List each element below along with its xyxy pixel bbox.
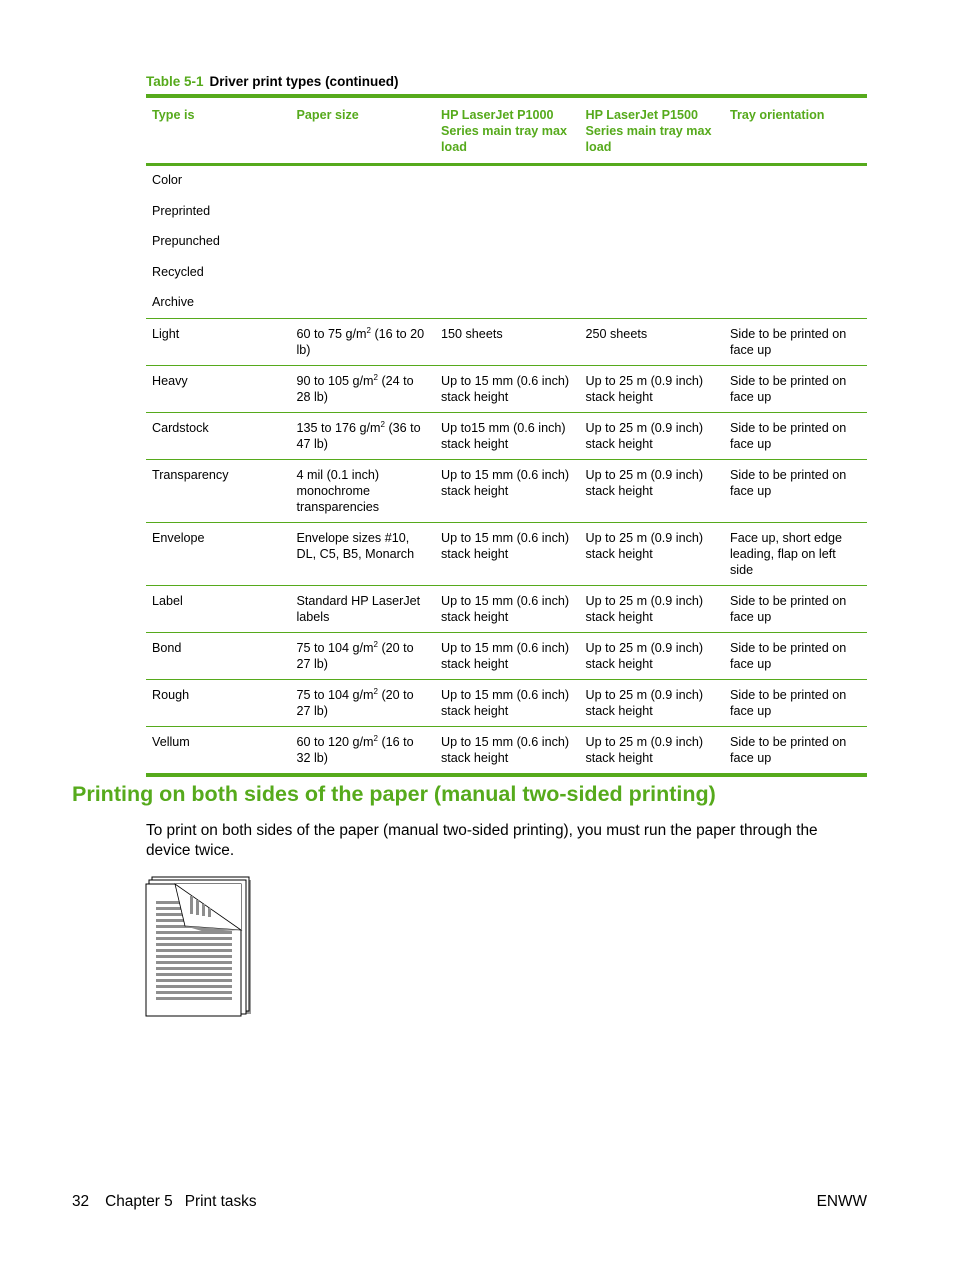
- p1500-load-cell: Up to 25 m (0.9 inch) stack height: [585, 594, 704, 624]
- p1000-load-cell: Up to 15 mm (0.6 inch) stack height: [441, 374, 570, 404]
- orientation-cell: Side to be printed on face up: [730, 735, 847, 765]
- p1500-load-cell: Up to 25 m (0.9 inch) stack height: [585, 421, 704, 451]
- table-row-grouped-types: [146, 165, 867, 319]
- type-cell: Light: [152, 327, 180, 341]
- paper-size-cell: 90 to 105 $g/m^2$ (24 to 28 lb): [296, 373, 414, 404]
- column-header-tray-orientation: Tray orientation: [730, 108, 825, 122]
- paper-size-cell: 60 to 120 $g/m^2$ (16 to 32 lb): [296, 734, 414, 765]
- p1500-load-cell: Up to 25 m (0.9 inch) stack height: [585, 468, 704, 498]
- paper-size-cell: Standard HP LaserJet labels: [296, 594, 421, 624]
- type-cell: Envelope: [152, 531, 205, 545]
- type-cell: Rough: [152, 688, 190, 702]
- type-cell: Transparency: [152, 468, 229, 482]
- two-sided-paper-stack-icon: [145, 874, 255, 1019]
- table-row: [146, 727, 867, 776]
- p1000-load-cell: Up to 15 mm (0.6 inch) stack height: [441, 594, 570, 624]
- paper-size-cell: 135 to 176 $g/m^2$ (36 to 47 lb): [296, 420, 421, 451]
- page-footer-right: ENWW: [816, 1193, 867, 1210]
- p1000-load-cell: Up to 15 mm (0.6 inch) stack height: [441, 735, 570, 765]
- table-row: [146, 319, 867, 366]
- paper-size-cell: Envelope sizes #10, DL, C5, B5, Monarch: [296, 531, 415, 561]
- orientation-cell: Side to be printed on face up: [730, 594, 847, 624]
- paper-size-cell: 4 mil (0.1 inch) monochrome transparencies: [296, 468, 380, 514]
- paper-size-cell: 75 to 104 $g/m^2$ (20 to 27 lb): [296, 640, 414, 671]
- type-cell: Bond: [152, 641, 182, 655]
- orientation-cell: Side to be printed on face up: [730, 374, 847, 404]
- orientation-cell: Side to be printed on face up: [730, 421, 847, 451]
- table-row: [146, 633, 867, 680]
- orientation-cell: Side to be printed on face up: [730, 641, 847, 671]
- table-row: [146, 523, 867, 586]
- p1000-load-cell: Up to 15 mm (0.6 inch) stack height: [441, 641, 570, 671]
- orientation-cell: Side to be printed on face up: [730, 688, 847, 718]
- type-cell: Label: [152, 594, 183, 608]
- column-header-paper-size: Paper size: [296, 108, 359, 122]
- table-row: [146, 413, 867, 460]
- chapter-label: Chapter 5: [105, 1193, 173, 1210]
- p1500-load-cell: 250 sheets: [585, 327, 648, 341]
- page-footer-left: [72, 1193, 257, 1211]
- type-cell: Cardstock: [152, 421, 209, 435]
- column-header-p1000-load: HP LaserJet P1000 Series main tray max load: [441, 108, 568, 154]
- p1000-load-cell: Up to 15 mm (0.6 inch) stack height: [441, 688, 570, 718]
- type-archive: Archive: [152, 295, 194, 309]
- p1000-load-cell: Up to 15 mm (0.6 inch) stack height: [441, 531, 570, 561]
- orientation-cell: Side to be printed on face up: [730, 468, 847, 498]
- p1500-load-cell: Up to 25 m (0.9 inch) stack height: [585, 688, 704, 718]
- p1000-load-cell: Up to15 mm (0.6 inch) stack height: [441, 421, 566, 451]
- p1500-load-cell: Up to 25 m (0.9 inch) stack height: [585, 735, 704, 765]
- p1500-load-cell: Up to 25 m (0.9 inch) stack height: [585, 374, 704, 404]
- column-header-p1500-load: HP LaserJet P1500 Series main tray max load: [585, 108, 712, 154]
- orientation-cell: Face up, short edge leading, flap on left side: [730, 531, 843, 577]
- table-row: [146, 460, 867, 523]
- column-header-type: Type is: [152, 108, 195, 122]
- table-caption: [146, 74, 399, 89]
- paper-size-cell: 60 to 75 $g/m^2$ (16 to 20 lb): [296, 326, 425, 357]
- type-preprinted: Preprinted: [152, 203, 211, 218]
- orientation-cell: Side to be printed on face up: [730, 327, 847, 357]
- section-heading: Printing on both sides of the paper (manual two-sided printing): [72, 782, 716, 806]
- p1000-load-cell: 150 sheets: [441, 327, 503, 341]
- driver-print-types-table: [146, 94, 867, 777]
- type-cell: Vellum: [152, 735, 190, 749]
- page-number: 32: [72, 1193, 90, 1210]
- section-paragraph: To print on both sides of the paper (manual two-sided printing), you must run the paper through the device twice.: [146, 822, 818, 859]
- type-prepunched: Prepunched: [152, 234, 220, 248]
- table-row: [146, 680, 867, 727]
- table-header-row: [146, 96, 867, 165]
- table-caption-number: Table 5-1: [146, 74, 204, 89]
- grouped-types-cell: [146, 165, 291, 319]
- p1000-load-cell: Up to 15 mm (0.6 inch) stack height: [441, 468, 570, 498]
- paper-size-cell: 75 to 104 $g/m^2$ (20 to 27 lb): [296, 687, 414, 718]
- table-row: [146, 586, 867, 633]
- type-color: Color: [152, 173, 183, 187]
- type-recycled: Recycled: [152, 264, 204, 279]
- p1500-load-cell: Up to 25 m (0.9 inch) stack height: [585, 531, 704, 561]
- p1500-load-cell: Up to 25 m (0.9 inch) stack height: [585, 641, 704, 671]
- table-caption-title: Driver print types (continued): [209, 74, 399, 89]
- table-row: [146, 366, 867, 413]
- chapter-title: Print tasks: [184, 1193, 257, 1210]
- type-cell: Heavy: [152, 374, 188, 388]
